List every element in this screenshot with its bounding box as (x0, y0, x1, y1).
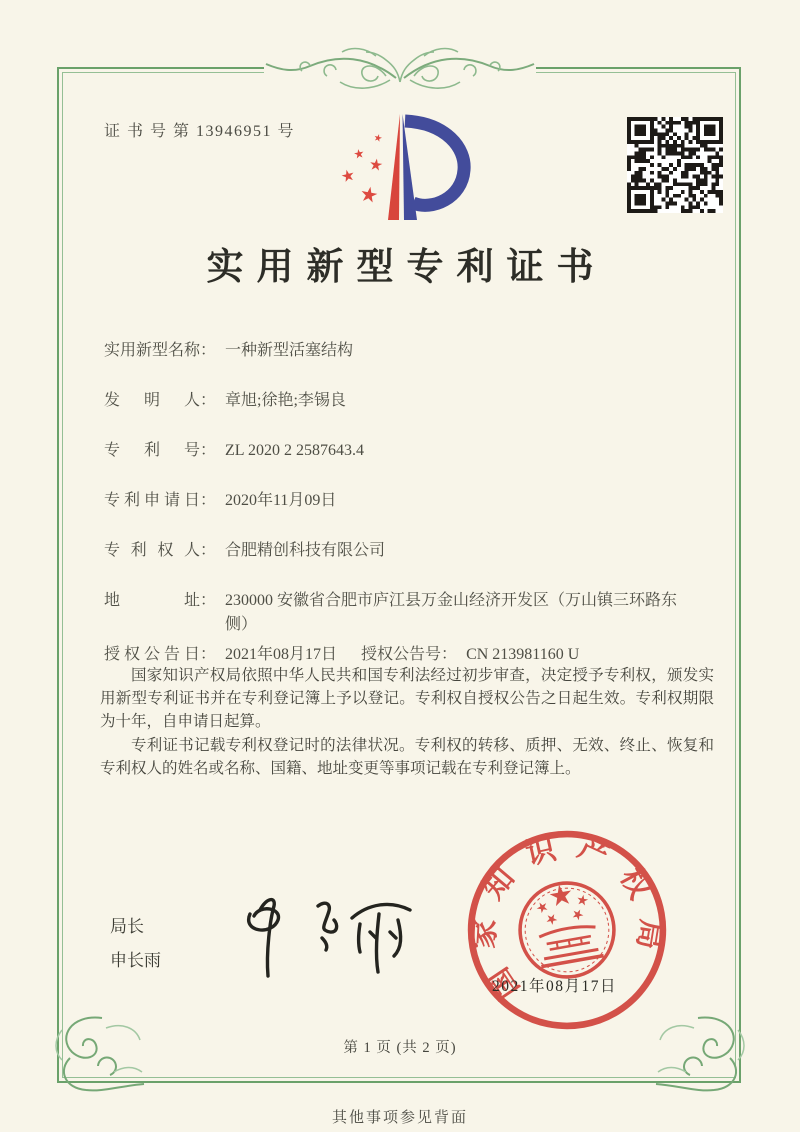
logo-stars (341, 133, 383, 203)
field-row-inventors (104, 389, 720, 413)
logo-p-bowl (405, 121, 464, 205)
field-row-name (104, 339, 720, 363)
legal-text (100, 664, 714, 781)
director-block (110, 910, 161, 978)
field-colon: ： (200, 542, 217, 559)
legal-paragraph-1: 国家知识产权局依照中华人民共和国专利法经过初步审查，决定授予专利权，颁发实用新型专利证书并在专利登记簿上予以登记。专利权自授权公告之日起生效。专利权期限为十年，自申请日起算。 (100, 667, 714, 730)
back-side-note: 其他事项参见背面 (331, 1110, 468, 1126)
cnipa-logo (330, 108, 480, 228)
grant-date-value: 2021年08月17日 (225, 646, 338, 663)
qr-code (627, 117, 723, 213)
grant-number-label: 授权公告号 (361, 646, 442, 663)
field-value: 230000 安徽省合肥市庐江县万金山经济开发区（万山镇三环路东侧） (225, 592, 678, 633)
field-colon: ： (200, 492, 217, 509)
field-label: 地址 (104, 592, 200, 609)
field-colon: ： (200, 592, 217, 609)
director-signature (222, 880, 432, 990)
field-colon: ： (200, 646, 217, 663)
field-row-patentee (104, 539, 720, 563)
field-label: 专利号 (104, 442, 200, 459)
logo-red-spike (388, 114, 400, 220)
field-value: 2020年11月09日 (225, 492, 337, 509)
field-value: 一种新型活塞结构 (225, 342, 354, 359)
top-flourish-ornament (264, 34, 536, 104)
grant-number-value: CN 213981160 U (466, 646, 580, 663)
document-title: 实用新型专利证书 (206, 247, 607, 288)
director-name: 申长雨 (110, 951, 161, 970)
official-seal (465, 828, 669, 1032)
legal-paragraph-2: 专利证书记载专利权登记时的法律状况。专利权的转移、质押、无效、终止、恢复和专利权人的姓名或名称、国籍、地址变更等事项记载在专利登记簿上。 (100, 737, 714, 777)
field-label: 专利申请日 (104, 492, 200, 509)
seal-text: 国家知识产权局 (468, 829, 667, 1004)
field-colon: ： (441, 646, 458, 663)
grant-date-label: 授权公告日 (104, 646, 200, 663)
field-colon: ： (200, 342, 217, 359)
certificate-number: 证 书 号 第 13946951 号 (104, 123, 296, 140)
field-label: 实用新型名称 (104, 342, 201, 359)
field-row-address (104, 589, 720, 637)
field-value: 章旭;徐艳;李锡良 (225, 392, 346, 409)
field-colon: ： (200, 442, 217, 459)
page-number: 第 1 页 (共 2 页) (343, 1040, 457, 1056)
field-row-patent-number (104, 439, 720, 463)
field-label: 专利权人 (104, 542, 200, 559)
seal-date: 2021年08月17日 (492, 978, 618, 995)
seal-national-emblem (513, 876, 622, 985)
field-list (104, 339, 720, 667)
field-value: ZL 2020 2 2587643.4 (225, 442, 364, 459)
field-label: 发明人 (104, 392, 200, 409)
field-value: 合肥精创科技有限公司 (225, 542, 386, 559)
field-colon: ： (200, 392, 217, 409)
field-row-filing-date (104, 489, 720, 513)
director-title: 局长 (110, 917, 144, 936)
